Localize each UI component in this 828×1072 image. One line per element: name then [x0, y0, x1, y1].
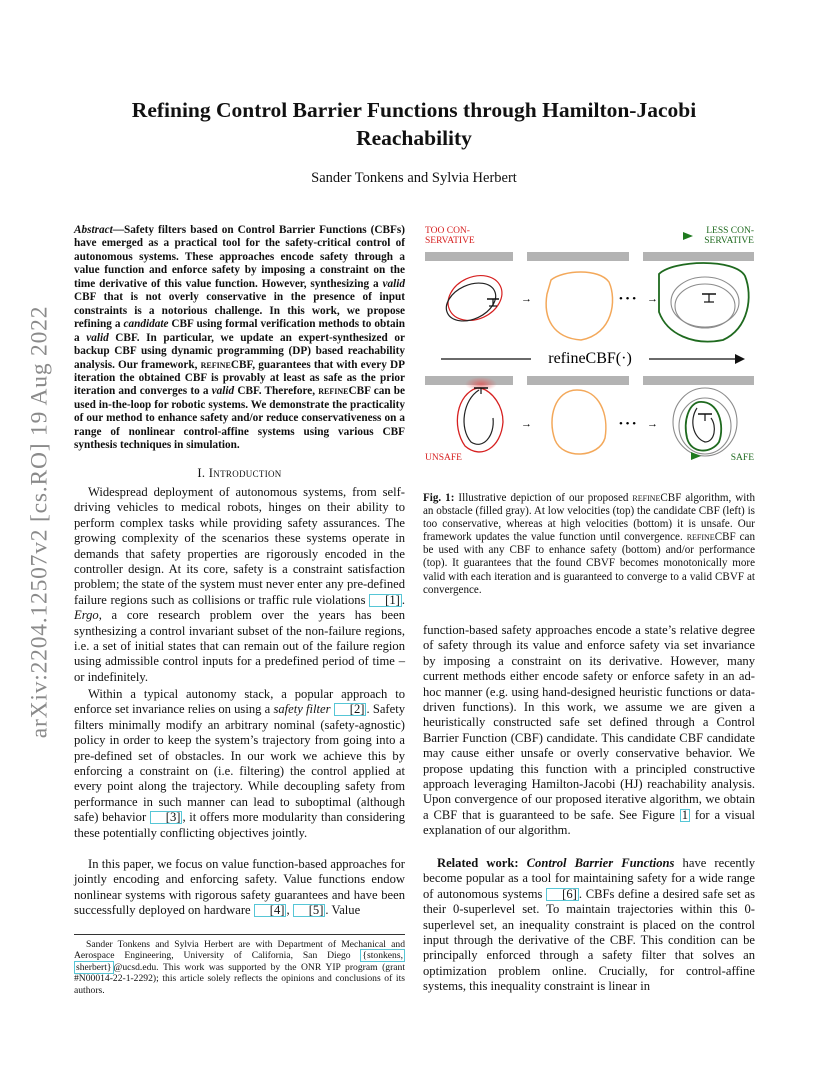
- intro-paragraph-2: [74, 687, 405, 841]
- abstract-text: CBF, guarantees that with every DP iteration the obtained CBF is provably at least as safe as the prior iteration and converges to a: [74, 358, 405, 398]
- right-paragraph-2: [423, 856, 755, 995]
- caption-text: CBF can be used with any CBF to enhance safety (bottom) and/or performance (top). It guarantees that the found CBVF becomes monotonically more valid with each iteration and is guaranteed to converge to a valid CBVF at convergence.: [423, 531, 755, 596]
- obstacle-bar: [425, 252, 513, 261]
- obstacle-bar: [643, 376, 754, 385]
- paragraph-emph: safety filter: [273, 702, 331, 717]
- citation-link[interactable]: [1]: [369, 594, 402, 607]
- label-safe: SAFE: [730, 453, 754, 463]
- obstacle-bar: [527, 376, 629, 385]
- label-too-conservative-1: TOO CON-: [425, 226, 470, 236]
- paragraph-text: . Safety filters minimally modify an arbitrary nominal (safety-agnostic) policy in order to keep the system’s trajectory from going into a pre-defined set of obstacles. In our work we achieve this by enforcing a constraint on (i.e. filtering) the control applied at every point along the trajectory. While decoupling safety from performance in such manner can lead to suboptimal (although safe) behavior: [74, 702, 405, 825]
- paragraph-emph: Control Barrier Functions: [526, 856, 675, 870]
- label-less-conservative-2: SERVATIVE: [704, 236, 754, 246]
- paragraph-text: . Value: [325, 903, 361, 918]
- abstract-text: CBF using formal verification methods to obtain a: [74, 318, 406, 344]
- method-name: refine: [632, 492, 661, 504]
- right-paragraph-1: [423, 623, 755, 839]
- paragraph-text: Widespread deployment of autonomous systems, from self-driving vehicles to medical robots, hinges on their ability to perform complex tasks while providing safety assurances. The growing complexity of the scenarios these systems operate in demands that safety properties are rigorously encoded in the controller design. At its core, safety is a constraint satisfaction problem; the state of the system must never enter any pre-defined failure regions such as collisions or traffic rule violations: [74, 485, 405, 607]
- paper-title: [60, 96, 768, 152]
- arxiv-id: arXiv:2204.12507v2 [cs.RO] 19 Aug 2022: [26, 305, 53, 739]
- obstacle-bar: [643, 252, 754, 261]
- candidate-cbf-curve: [441, 267, 510, 329]
- title-line-1: Refining Control Barrier Functions through Hamilton-Jacobi: [131, 98, 697, 122]
- arrow-symbol: →: [521, 293, 532, 305]
- paragraph-lead: Related work:: [437, 856, 527, 870]
- abstract-emph: valid: [382, 277, 405, 290]
- paragraph-text: , a core research problem over the years has been synthesizing a control invariant subset of the non-failure regions, i.e. a set of initial states that can remain out of the failure region using admissible control inputs for a predefined period of time – or indefinitely.: [74, 608, 405, 684]
- label-too-conservative-2: SERVATIVE: [425, 236, 475, 246]
- caption-text: Illustrative depiction of our proposed: [454, 492, 633, 504]
- arxiv-stamp: [20, 282, 60, 762]
- arrow-symbol: →: [647, 418, 658, 430]
- method-name: refine: [686, 531, 715, 544]
- paragraph-text: Within a typical autonomy stack, a popular approach to enforce set invariance relies on using a: [74, 687, 405, 717]
- drone-icon: [702, 294, 716, 302]
- paragraph-text: for a visual explanation of our algorithm.: [423, 807, 755, 838]
- citation-link[interactable]: [5]: [293, 904, 326, 917]
- method-name: refine: [318, 385, 349, 398]
- paragraph-text: ,: [286, 903, 293, 918]
- refined-cbf-curve: [546, 272, 612, 340]
- caption-label: Fig. 1:: [423, 492, 455, 504]
- citation-link[interactable]: [4]: [254, 904, 287, 917]
- footnote-text: @ucsd.edu. This work was supported by the ONR YIP program (grant #N00014-22-1-2292); this article solely reflects the opinions and conclusions of its authors.: [74, 961, 405, 996]
- paragraph-text: .: [401, 592, 405, 607]
- abstract: [74, 224, 405, 453]
- footnote-text: Sander Tonkens and Sylvia Herbert are with Department of Mechanical and Aerospace Engineering, University of California, San Diego: [74, 939, 405, 962]
- intro-paragraph-1: [74, 485, 405, 685]
- figure-ref-link[interactable]: 1: [681, 807, 689, 822]
- gray-level-curve: [679, 398, 731, 454]
- refinecbf-label: refineCBF(·): [548, 350, 632, 367]
- gray-level-curve: [675, 284, 735, 328]
- trajectory-curve: [693, 408, 715, 442]
- paragraph-text: . CBFs define a desired safe set as their 0-superlevel set. To maintain trajectories within this 0-superlevel set, an inequality constraint is placed on the control input through the derivative of the CBF. This condition can be principally enforced through a safety filter that solves an optimization problem online. Crucially, for control-affine systems, this inequality constraint is linear in: [423, 886, 755, 994]
- refined-cbf-curve: [552, 390, 606, 454]
- abstract-text: CBF that is not overly conservative in the presence of input constraints is a notorious challenge. In this work, we propose refining a: [74, 291, 405, 331]
- citation-link[interactable]: [6]: [546, 888, 579, 901]
- refine-arrowhead: [735, 354, 745, 364]
- obstacle-bar: [527, 252, 629, 261]
- ellipsis: • • •: [619, 293, 637, 305]
- section-heading: I. Introduction: [197, 466, 282, 480]
- drone-icon: [487, 299, 499, 306]
- converged-cbf-curve: [659, 263, 749, 342]
- citation-link[interactable]: [3]: [150, 811, 183, 824]
- figure-caption: [423, 492, 755, 597]
- email-link[interactable]: {stonkens,: [362, 950, 403, 962]
- arrow-symbol: →: [521, 418, 532, 430]
- converged-cbf-curve: [686, 402, 721, 451]
- abstract-text: Safety filters based on Control Barrier Functions (CBFs) have emerged as a practical tool for the safety-critical control of autonomous systems. These approaches encode safety through a value function and enforce safety by imposing a constraint on the time derivative of this value function. However, synthesizing a: [74, 224, 405, 290]
- paragraph-text: have recently become popular as a tool for maintaining safety for a wide range of autonomous systems: [423, 856, 755, 901]
- caption-text: CBF algorithm, with an obstacle (filled gray). At low velocities (top) the candidate CBF (left) is too conservative, whereas at high velocities (bottom) it is unsafe. Our framework updates the value function until convergence.: [423, 492, 755, 544]
- paragraph-text: , it offers more modularity than considering these potentially conflicting objectives jointly.: [74, 810, 405, 840]
- abstract-emph: valid: [211, 385, 235, 398]
- footnote: [74, 934, 405, 996]
- top-arrowhead: [683, 232, 693, 240]
- label-less-conservative-1: LESS CON-: [706, 226, 754, 236]
- intro-paragraph-3: [74, 857, 405, 919]
- paragraph-emph: Ergo: [74, 608, 99, 623]
- ellipsis: • • •: [619, 418, 637, 430]
- figure-1: [423, 222, 756, 474]
- method-name: refine: [200, 358, 231, 371]
- trajectory-curve: [464, 390, 493, 444]
- abstract-text: CBF can be used in-the-loop for robotic systems. We demonstrate the practicality of our method to enhance safety and/or reduce conservativeness on a range of nonlinear control-affine systems using various CBF synthesis techniques in simulation.: [74, 385, 405, 452]
- citation-link[interactable]: [2]: [334, 703, 367, 716]
- abstract-emph: candidate: [123, 318, 169, 331]
- title-line-2: Reachability: [356, 126, 472, 150]
- abstract-dash: —: [112, 224, 125, 236]
- email-link[interactable]: sherbert}: [76, 961, 112, 973]
- label-unsafe: UNSAFE: [425, 453, 462, 463]
- paragraph-text: function-based safety approaches encode a state’s relative degree of safety through its value and enforce safety via set invariance by imposing a constraint on its derivative. However, many current methods either encode safety or enforce safety in an ad-hoc manner (e.g. using hand-designed heuristic functions or data-driven functions). In this work, we assume we are given a heuristically constructed safe set defined through a Control Barrier Function (CBF) candidate. This candidate CBF candidate may cause either unsafe or overly conservative behavior. We propose updating this function with a principled constructive approach leveraging Hamilton-Jacobi (HJ) reachability analysis. Upon convergence of our proposed iterative algorithm, we obtain a CBF that is guaranteed to be safe. See Figure: [423, 623, 755, 822]
- arrow-symbol: →: [647, 293, 658, 305]
- authors: Sander Tonkens and Sylvia Herbert: [311, 170, 517, 186]
- paragraph-text: In this paper, we focus on value function-based approaches for jointly encoding and enforcing safety. Value functions endow nonlinear systems with rigorous safety guarantees and have been successfully deployed on hardware: [74, 857, 405, 918]
- abstract-text: CBF. Therefore,: [234, 385, 319, 398]
- abstract-lead: Abstract: [74, 224, 113, 236]
- abstract-emph: valid: [86, 331, 109, 344]
- drone-icon: [698, 414, 712, 421]
- abstract-text: CBF. In particular, we update an expert-synthesized or backup CBF using dynamic programming (DP) based reachability analysis. Our framework,: [74, 331, 405, 371]
